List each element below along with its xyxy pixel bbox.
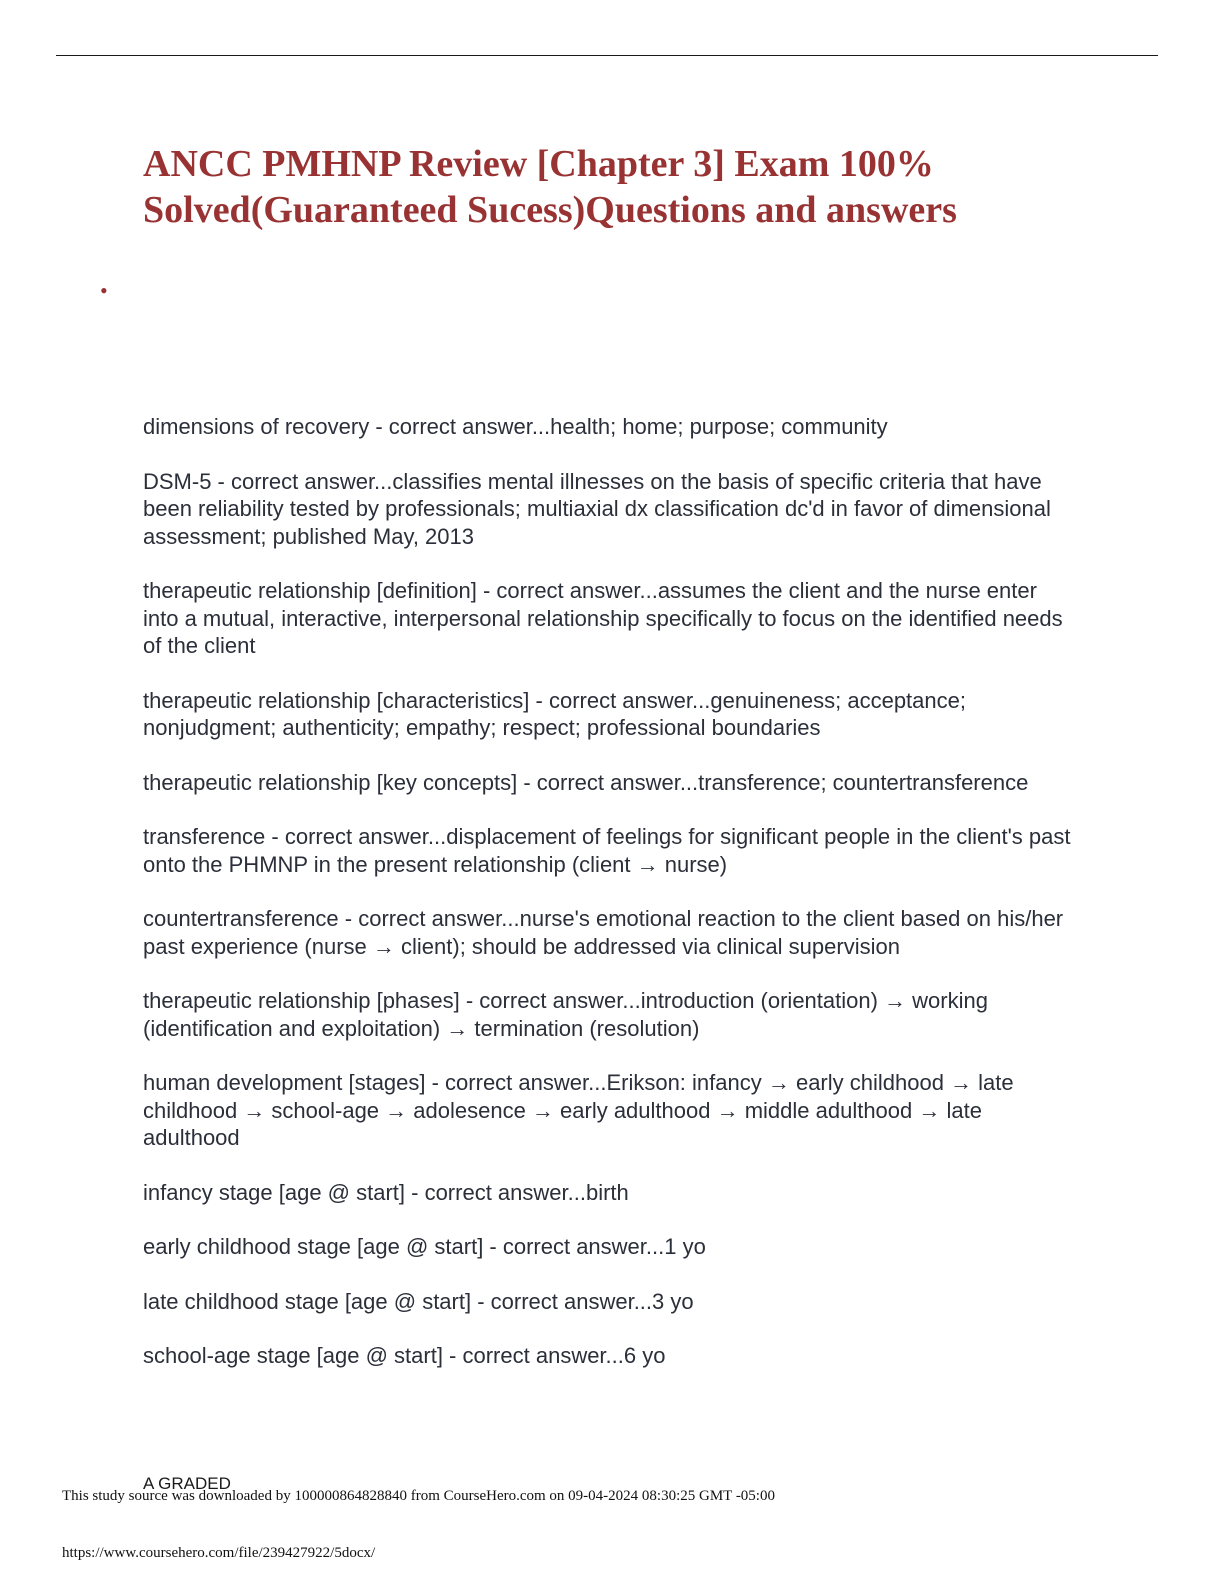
flashcard-entry: dimensions of recovery - correct answer...health; home; purpose; community (143, 414, 888, 439)
flashcard-entry: DSM-5 - correct answer...classifies mental illnesses on the basis of specific criteria that have been reliability tested by professionals; multiaxial dx classification dc'd in favor of dimensional assessment; published May, 2013 (143, 468, 1051, 549)
grade-label: A GRADED (143, 1474, 231, 1493)
flashcard-entry: countertransference - correct answer...nurse's emotional reaction to the client based on his/her past experience (nurse → client); should be addressed via clinical supervision (143, 906, 1064, 959)
top-divider (56, 55, 1158, 56)
flashcard-entry: therapeutic relationship [key concepts] - correct answer...transference; countertransference (143, 769, 1029, 795)
flashcard-entry: therapeutic relationship [phases] - correct answer...introduction (orientation) → working (identification and exploitation) → termination (resolution) (143, 988, 988, 1041)
source-url-link[interactable]: https://www.coursehero.com/file/239427922/5docx/ (62, 1545, 376, 1561)
flashcard-entry: transference - correct answer...displacement of feelings for significant people in the client's past onto the PHMNP in the present relationship (client → nurse) (143, 824, 1071, 877)
flashcard-entry: school-age stage [age @ start] - correct answer...6 yo (143, 1343, 666, 1368)
flashcard-entry: therapeutic relationship [characteristics] - correct answer...genuineness; acceptance; nonjudgment; authenticity; empathy; respect; professional boundaries (143, 687, 966, 740)
flashcard-entry: infancy stage [age @ start] - correct answer...birth (143, 1179, 629, 1205)
flashcard-entry: human development [stages] - correct answer...Erikson: infancy → early childhood → late childhood → school-age → adolesence → early adulthood → middle adulthood → late adulthood (143, 1070, 1014, 1150)
download-notice: This study source was downloaded by 100000864828840 from CourseHero.com on 09-04-2024 08:30:25 GMT -05:00 (62, 1488, 775, 1504)
flashcard-entry: therapeutic relationship [definition] - correct answer...assumes the client and the nurse enter into a mutual, interactive, interpersonal relationship specifically to focus on the identified needs of the client (143, 578, 1063, 658)
flashcard-list (143, 413, 1073, 1397)
flashcard-entry: early childhood stage [age @ start] - correct answer...1 yo (143, 1234, 706, 1259)
document-title: ANCC PMHNP Review [Chapter 3] Exam 100% Solved(Guaranteed Sucess)Questions and answers (143, 143, 957, 231)
flashcard-entry: late childhood stage [age @ start] - correct answer...3 yo (143, 1288, 694, 1314)
bullet-marker: • (100, 278, 108, 303)
